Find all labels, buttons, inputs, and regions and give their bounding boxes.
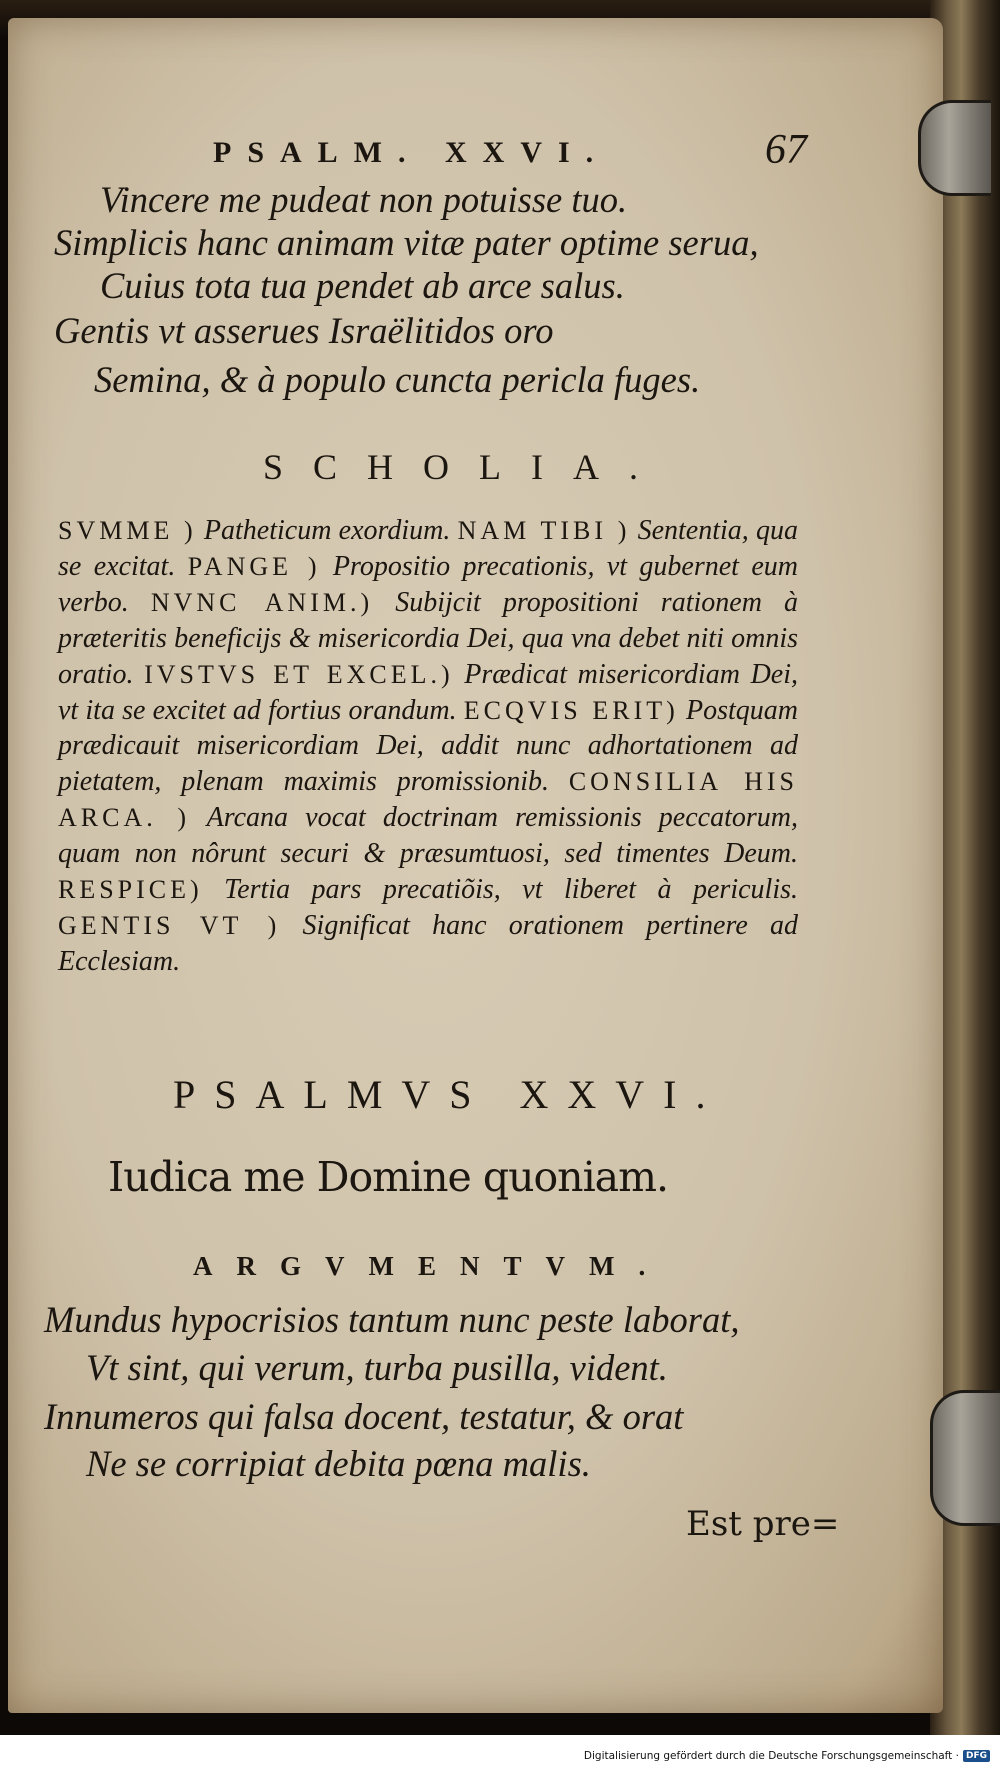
argument-verse-line: Innumeros qui falsa docent, testatur, & orat — [44, 1396, 684, 1437]
scholia-comment: Propositio precationis, vt gubernet eum verbo. — [58, 550, 798, 618]
verse-line: Cuius tota tua pendet ab arce salus. — [100, 265, 625, 306]
verse-line: Simplicis hanc animam vitæ pater optime serua, — [54, 222, 759, 263]
digitization-credit — [584, 1750, 990, 1762]
scholia-lemma: IVSTVS ET EXCEL.) — [144, 659, 454, 689]
scholia-lemma: CONSILIA HIS ARCA. ) — [58, 767, 798, 833]
scholia-lemma: PANGE ) — [187, 551, 321, 581]
verse-line: Gentis vt asserues Israëlitidos oro — [54, 310, 554, 351]
scholia-comment: Subijcit propositioni rationem à præteritis beneficijs & misericordia Dei, qua vna debet niti omnis oratio. — [58, 586, 798, 690]
scholia-comment: Patheticum exordium. — [196, 515, 458, 546]
page-sheet — [8, 18, 943, 1713]
scholia-lemma: SVMME ) — [58, 516, 197, 545]
page-number: 67 — [765, 127, 807, 173]
credit-text: Digitalisierung gefördert durch die Deutsche Forschungsgemeinschaft · — [583, 1750, 959, 1762]
scholia-comment: Postquam prædicauit misericordiam Dei, addit nunc adhortationem ad pietatem, plenam maximis promissionib. — [58, 694, 798, 798]
scholia-comment: Arcana vocat doctrinam remissionis peccatorum, quam non nôrunt securi & præsumtuosi, sed timentes Deum. — [58, 802, 798, 870]
argument-heading: ARGVMENTVM. — [193, 1251, 670, 1281]
psalm-heading: PSALMVS XXVI. — [173, 1072, 725, 1117]
verse-line: Vincere me pudeat non potuisse tuo. — [100, 179, 628, 220]
psalm-incipit: Iudica me Domine quoniam. — [108, 1153, 669, 1201]
scholia-comment: Sententia, qua se excitat. — [58, 515, 798, 582]
scholia-comment: Tertia pars precatiõis, vt liberet à periculis. — [202, 874, 798, 906]
book-clamp — [918, 100, 991, 196]
scholia-text — [58, 513, 798, 980]
scholia-lemma: NVNC ANIM.) — [150, 587, 374, 617]
argument-verse-line: Mundus hypocrisios tantum nunc peste laborat, — [44, 1299, 740, 1340]
argument-verse-line: Vt sint, qui verum, turba pusilla, vident. — [86, 1347, 668, 1388]
scholia-comment: Prædicat misericordiam Dei, vt ita se excitet ad fortius orandum. — [58, 658, 798, 726]
scholia-heading: SCHOLIA. — [263, 447, 669, 487]
running-head: PSALM. XXVI. — [213, 136, 610, 169]
catchword: Est pre= — [686, 1504, 840, 1544]
scholia-lemma: ECQVIS ERIT) — [463, 695, 679, 725]
scholia-lemma: RESPICE) — [58, 875, 203, 905]
argument-verse-line: Ne se corripiat debita pœna malis. — [86, 1443, 591, 1484]
book-clamp — [930, 1390, 1000, 1526]
scholia-comment: Significat hanc orationem pertinere ad Ecclesiam. — [58, 909, 799, 977]
scholia-lemma: GENTIS VT ) — [58, 910, 281, 940]
scholia-lemma: NAM TIBI ) — [457, 516, 631, 545]
dfg-logo: DFG — [963, 1750, 990, 1762]
verse-line: Semina, & à populo cuncta pericla fuges. — [94, 359, 701, 400]
